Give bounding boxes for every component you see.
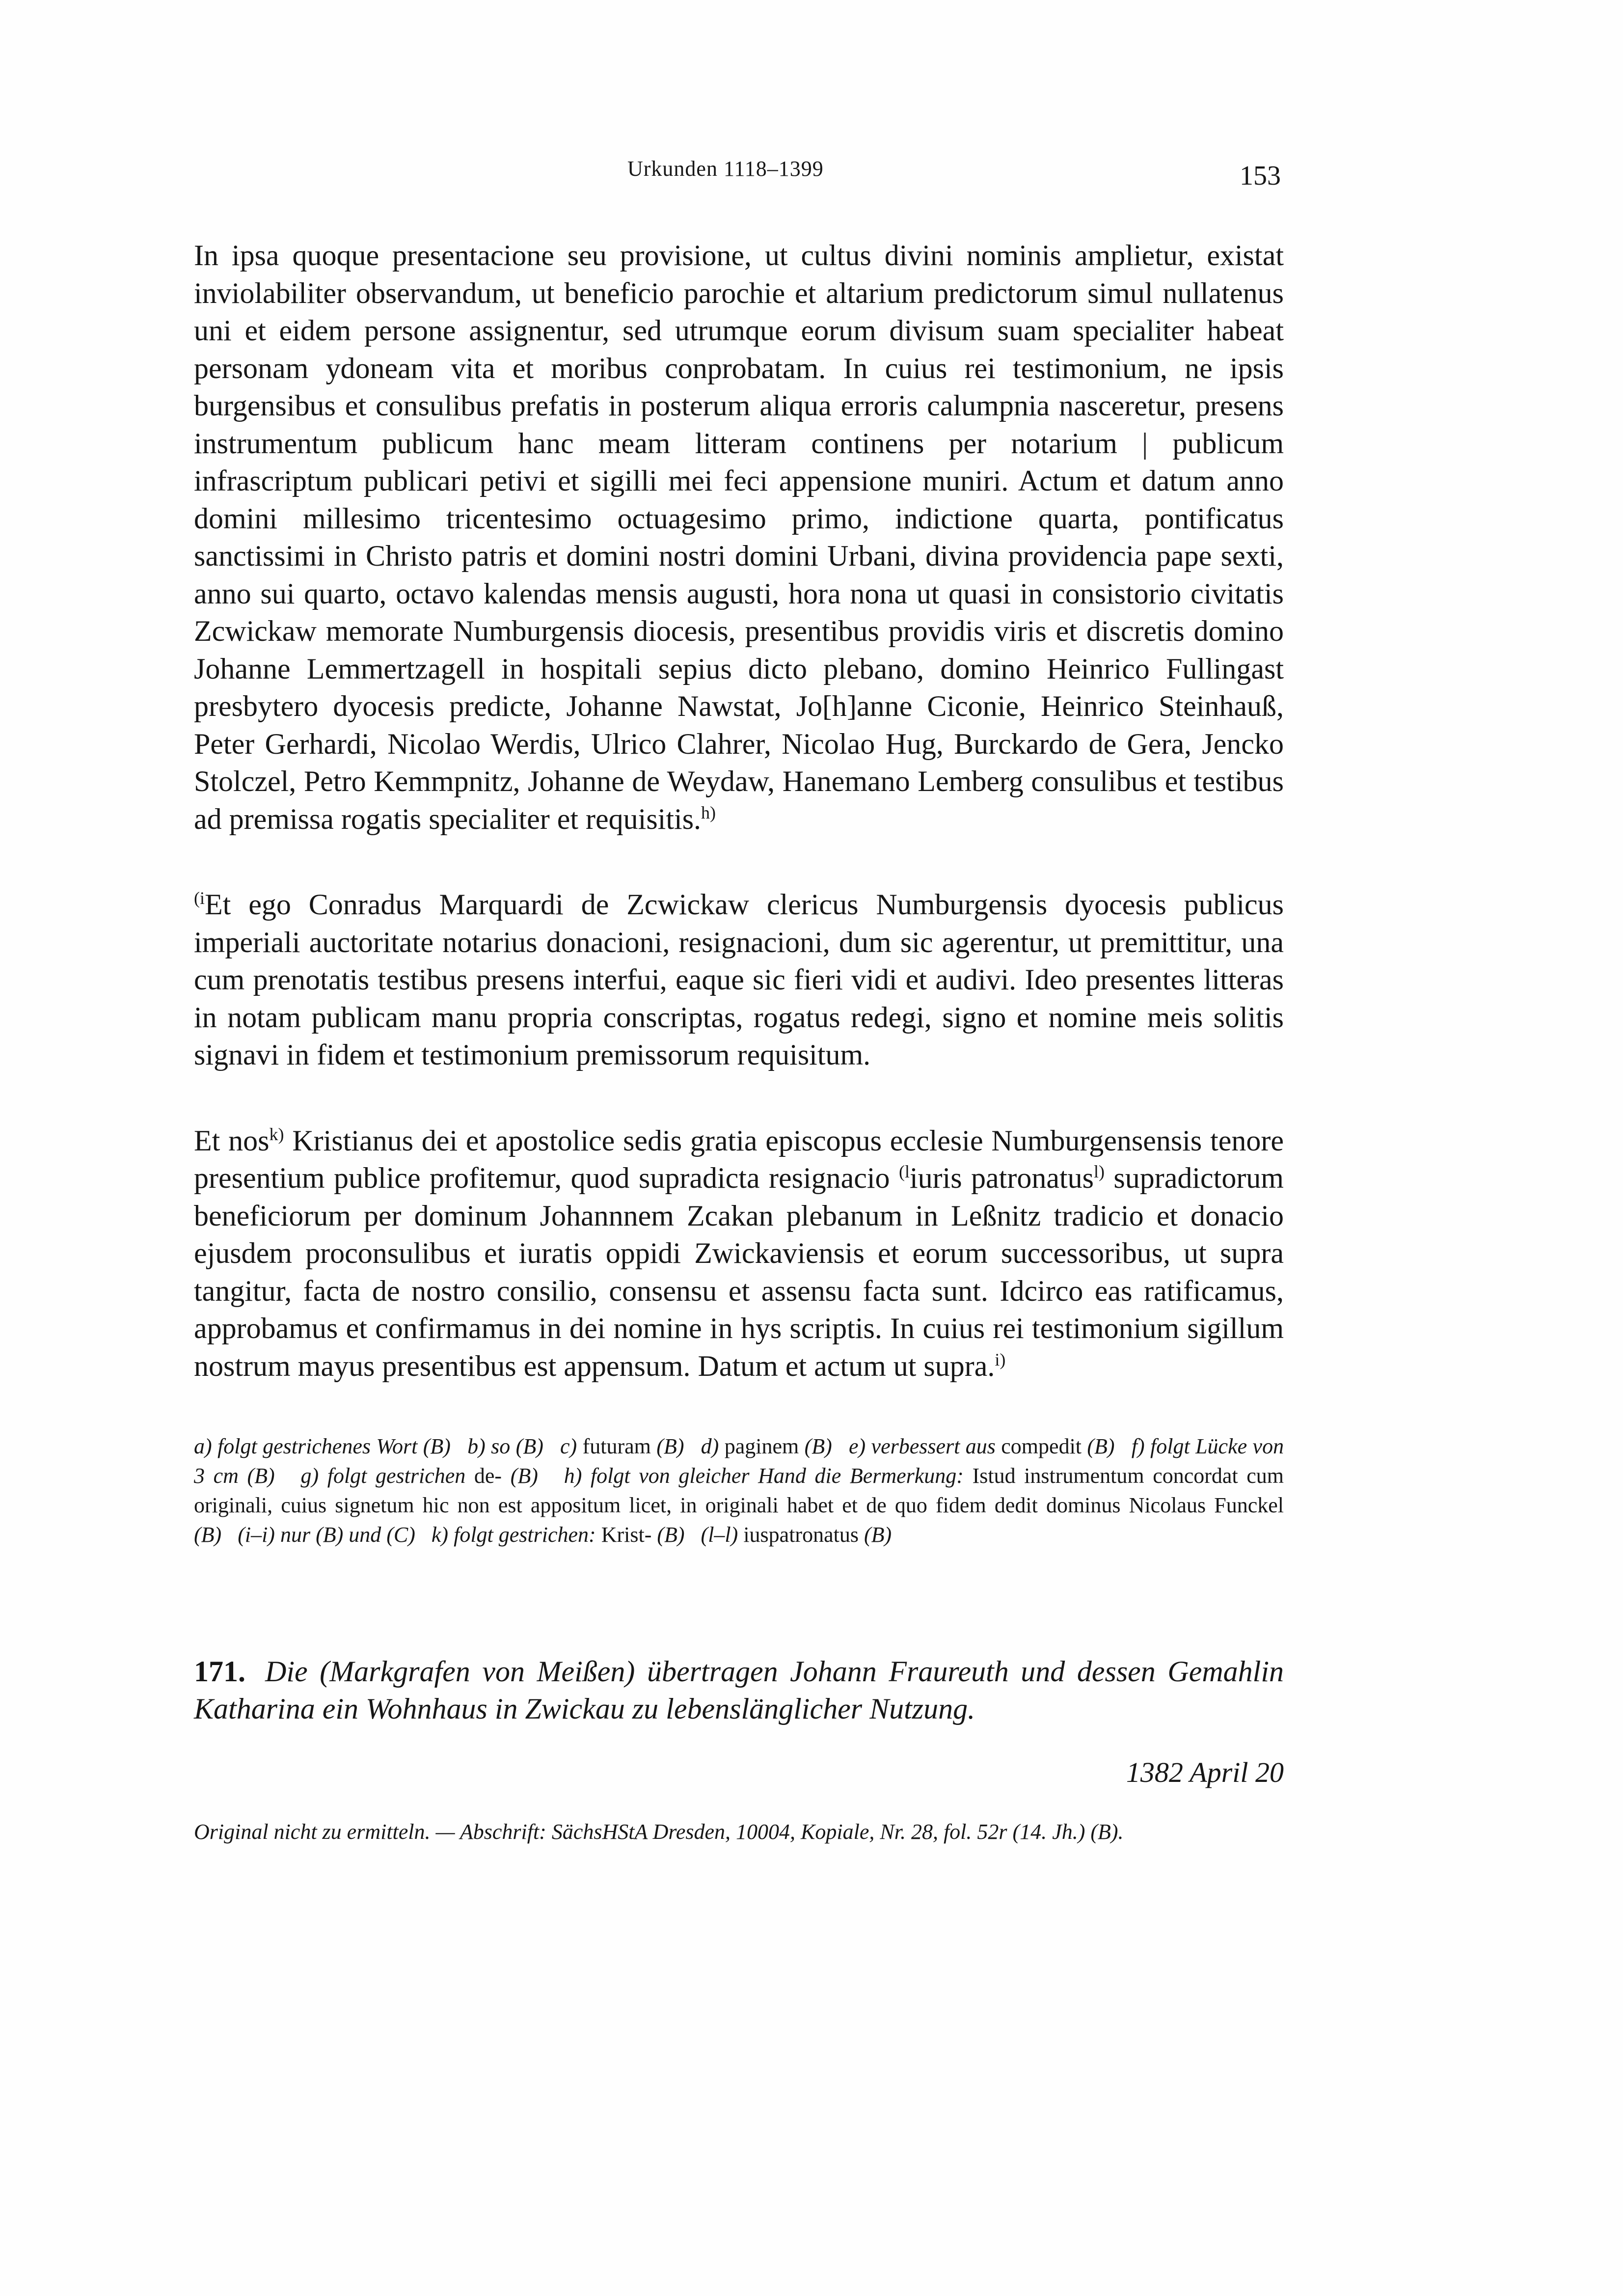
entry-number: 171. [194, 1655, 245, 1688]
apparatus-label-h: h) folgt von gleicher Hand die Bermerkung: [564, 1464, 964, 1488]
paragraph-bishop-confirmation [194, 1122, 1284, 1385]
footnote-marker-i-close: i) [995, 1349, 1006, 1369]
apparatus-text-h: Istud instrumentum concordat cum originali, cuius signetum hic non est appositum licet, in originali habet et de quo fidem dedit dominus Nicolaus Funckel [194, 1464, 1284, 1517]
apparatus-label-g: g) folgt gestrichen [300, 1464, 466, 1488]
apparatus-src-g: (B) [510, 1464, 538, 1488]
paragraph-text-start: Et nos [194, 1124, 270, 1157]
entry-title: Die (Markgrafen von Meißen) übertragen Johann Fraureuth und dessen Gemahlin Katharina ein Wohnhaus in Zwickau zu lebenslänglicher Nutzung. [194, 1655, 1284, 1725]
page-header [0, 156, 1623, 200]
footnote-marker-l-open: (l [898, 1162, 910, 1181]
apparatus-label-l: (l–l) [701, 1523, 738, 1547]
apparatus-label-c: c) [560, 1434, 577, 1458]
paragraph-notary [194, 886, 1284, 1074]
paragraph-text-rest: supradictorum beneficiorum per dominum Johannnem Zcakan plebanum in Leßnitz tradicio et donacio ejusdem proconsulibus et iuratis oppidi Zwickaviensis et eorum successoribus, ut supra tangitur, facta de nostro consilio, consensu et assensu facta sunt. Idcirco eas ratificamus, approbamus et confirmamus in dei nomine in hys scriptis. In cuius rei testimonium sigillum nostrum mayus presentibus est appensum. Datum et actum ut supra. [194, 1162, 1284, 1382]
apparatus-note-b: b) so (B) [467, 1434, 543, 1458]
apparatus-word-c: futuram [582, 1434, 651, 1458]
running-head: Urkunden 1118–1399 [627, 157, 824, 181]
apparatus-word-k: Krist- [601, 1523, 652, 1547]
apparatus-src-e: (B) [1087, 1434, 1115, 1458]
apparatus-src-h: (B) [194, 1523, 222, 1547]
apparatus-note-f: f) folgt Lücke von 3 cm (B) [194, 1434, 1284, 1488]
critical-apparatus [194, 1432, 1284, 1550]
apparatus-word-g: de- [474, 1464, 502, 1488]
document-body [194, 237, 1284, 1844]
entry-date: 1382 April 20 [1126, 1756, 1284, 1788]
apparatus-label-k: k) folgt gestrichen: [431, 1523, 596, 1547]
apparatus-note-ii: (i–i) nur (B) und (C) [238, 1523, 415, 1547]
document-entry-heading [194, 1653, 1284, 1727]
footnote-marker-i-open: (i [194, 888, 205, 908]
apparatus-label-d: d) [701, 1434, 719, 1458]
page-number: 153 [1240, 161, 1281, 191]
apparatus-word-l: iuspatronatus [743, 1523, 859, 1547]
paragraph-text: In ipsa quoque presentacione seu provisione, ut cultus divini nominis amplietur, existat inviolabiliter observandum, ut beneficio parochie et altarium predictorum simul nullatenus uni et eidem persone assignentur, sed utrumque eorum divisum suam specialiter habeat personam ydoneam vita et moribus conprobatam. In cuius rei testimonium, ne ipsis burgensibus et consulibus prefatis in posterum aliqua erroris calumpnia nasceretur, presens instrumentum publicum hanc meam litteram continens per notarium | publicum infrascriptum publicari petivi et sigilli mei feci appensione muniri. Actum et datum anno domini millesimo tricentesimo octuagesimo primo, indictione quarta, pontificatus sanctissimi in Christo patris et domini nostri domini Urbani, divina providencia pape sexti, anno sui quarto, octavo kalendas mensis augusti, hora nona ut quasi in consistorio civitatis Zcwickaw memorate Numburgensis diocesis, presentibus providis viris et discretis domino Johanne Lemmertzagell in hospitali sepius dicto plebano, domino Heinrico Fullingast presbytero dyocesis predicte, Johanne Nawstat, Jo[h]anne Ciconie, Heinrico Steinhauß, Peter Gerhardi, Nicolao Werdis, Ulrico Clahrer, Nicolao Hug, Burckardo de Gera, Jencko Stolczel, Petro Kemmpnitz, Johanne de Weydaw, Hanemano Lemberg consulibus et testibus ad premissa rogatis specialiter et requisitis. [194, 239, 1284, 835]
footnote-marker-h: h) [701, 802, 716, 822]
paragraph-charter-text [194, 237, 1284, 838]
apparatus-src-c: (B) [656, 1434, 684, 1458]
apparatus-src-k: (B) [657, 1523, 685, 1547]
entry-source-note: Original nicht zu ermitteln. — Abschrift: SächsHStA Dresden, 10004, Kopiale, Nr. 28, fol. 52r (14. Jh.) (B). [194, 1820, 1124, 1844]
apparatus-src-d: (B) [804, 1434, 832, 1458]
apparatus-src-l: (B) [864, 1523, 892, 1547]
paragraph-term: iuris patronatus [909, 1162, 1094, 1194]
apparatus-note-a: a) folgt gestrichenes Wort (B) [194, 1434, 451, 1458]
footnote-marker-l-close: l) [1093, 1162, 1105, 1181]
footnote-marker-k: k) [269, 1124, 284, 1144]
apparatus-word-d: paginem [724, 1434, 799, 1458]
paragraph-text: Et ego Conradus Marquardi de Zcwickaw clericus Numburgensis dyocesis publicus imperiali auctoritate notarius donacioni, resignacioni, dum sic agerentur, ut premittitur, una cum prenotatis testibus presens interfui, eaque sic fieri vidi et audivi. Ideo presentes litteras in notam publicam manu propria conscriptas, rogatus redegi, signo et nomine meis solitis signavi in fidem et testimonium premissorum requisitum. [194, 888, 1284, 1071]
apparatus-word-e: compedit [1001, 1434, 1082, 1458]
apparatus-label-e: e) verbessert aus [848, 1434, 996, 1458]
paragraph-text-middle: Kristianus dei et apostolice sedis gratia episcopus ecclesie Numburgensensis tenore presentium publice profitemur, quod supradicta resignacio [194, 1124, 1284, 1194]
